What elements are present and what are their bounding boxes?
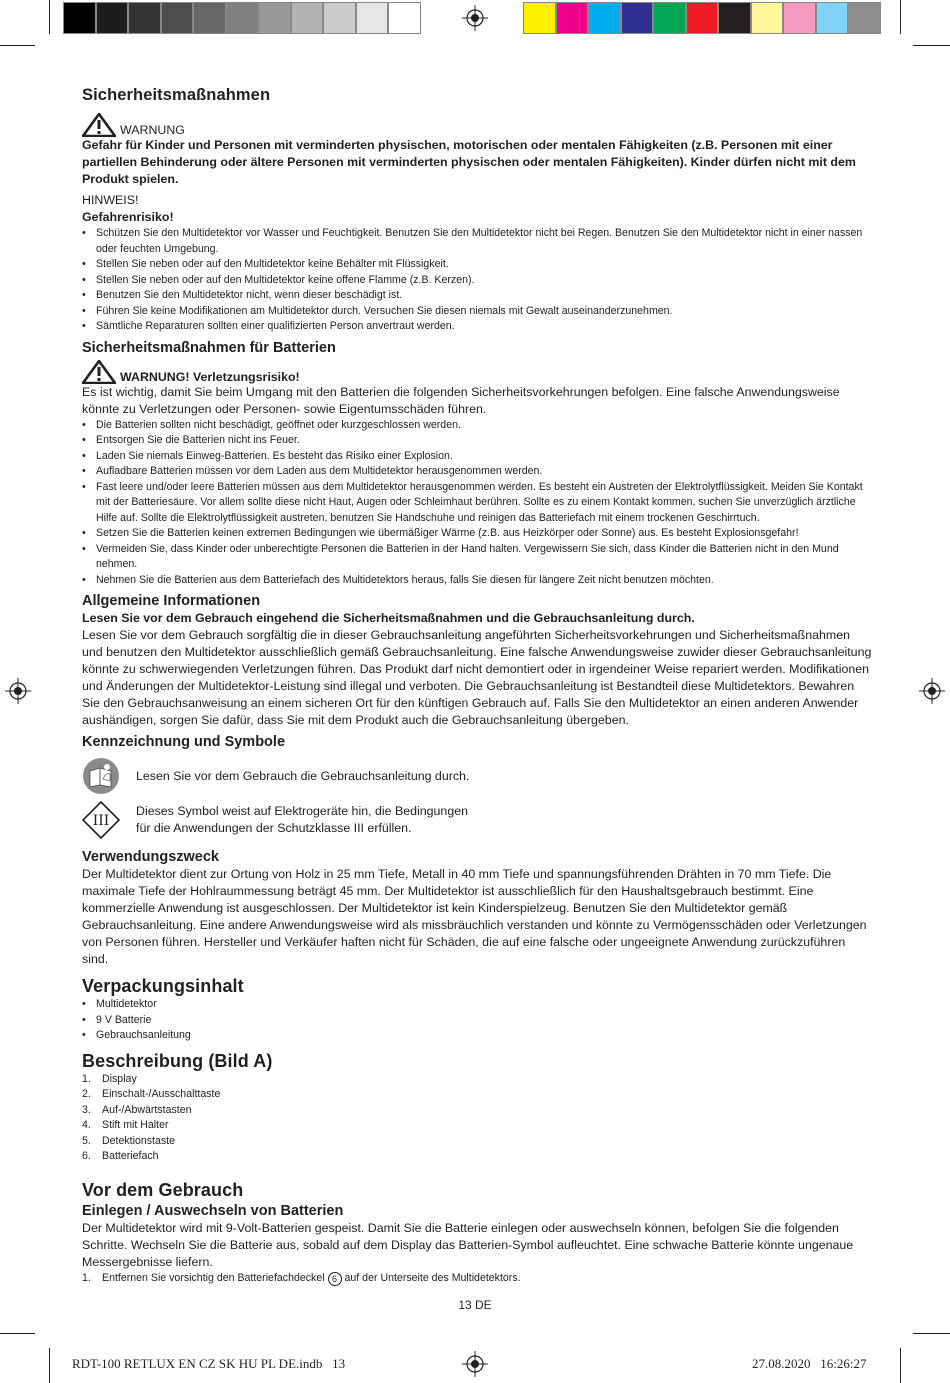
process-swatch	[556, 2, 589, 34]
list-number: 1.	[82, 1072, 91, 1085]
protection-class-iii-icon	[82, 801, 120, 839]
crop-mark	[900, 0, 901, 34]
list-number: 1.	[82, 1271, 91, 1284]
list-item	[82, 1103, 872, 1119]
list-number: 3.	[82, 1103, 91, 1116]
gray-swatch	[258, 2, 291, 34]
section-title-symbols: Kennzeichnung und Symbole	[82, 734, 286, 750]
process-swatch	[751, 2, 784, 34]
purpose-text: Der Multidetektor dient zur Ortung von Holz in 25 mm Tiefe, Metall in 40 mm Tiefe und spannungsführenden Drähten in 70 mm Tiefe. Die maximale Tiefe der Hohlraummessung beträgt 45 mm. Der Multidetektor ist ausschließlich für den Haushaltsgebrauch bestimmt. Eine kommerzielle Anwendung ist ausgeschlossen. Der Multidetektor ist kein Kinderspielzeug. Benutzen Sie den Multidetektor gemäß Gebrauchsanleitung. Eine andere Anwendungsweise wird als missbräuchlich verstanden und könnte zu Vermögensschäden oder Verletzungen von Personen führen. Hersteller und Verkäufer haften nicht für Schäden, die auf eine falsche oder ungeeignete Anwendung zurückzuführen sind.	[82, 867, 867, 966]
list-item	[82, 1087, 872, 1103]
battery-list	[82, 418, 872, 589]
process-swatch	[686, 2, 719, 34]
process-swatch	[718, 2, 751, 34]
list-item: • Gebrauchsanleitung	[82, 1028, 872, 1044]
before-use-text: Der Multidetektor wird mit 9-Volt-Batterien gespeist. Damit Sie die Batterie einlegen oder auswechseln können, befolgen Sie die folgenden Schritte. Wechseln Sie die Batterie aus, sobald auf dem Display das Batterien-Symbol aufleuchtet. Eine schwache Batterie könnte ungenaue Messergebnisse liefern.	[82, 1220, 854, 1269]
crop-mark	[0, 45, 35, 46]
list-item	[82, 1271, 872, 1287]
registration-mark-icon	[462, 1351, 488, 1377]
gray-swatch	[128, 2, 161, 34]
list-item: • Aufladbare Batterien müssen vor dem Laden aus dem Multidetektor herausgenommen werden.	[82, 464, 872, 480]
list-item: • Entsorgen Sie die Batterien nicht ins Feuer.	[82, 433, 872, 449]
symbol-row-class3	[82, 801, 872, 839]
process-swatch	[621, 2, 654, 34]
battery-intro: Es ist wichtig, damit Sie beim Umgang mit den Batterien die folgenden Sicherheitsvorkehrungen befolgen. Eine falsche Anwendungsweise könnte zu Verletzungen oder Personen- sowie Eigentumsschäden führen.	[82, 384, 840, 416]
crop-mark	[913, 1333, 950, 1334]
process-swatch	[588, 2, 621, 34]
list-label: Detektionstaste	[102, 1134, 176, 1147]
warning-row	[82, 111, 872, 137]
crop-mark	[49, 0, 50, 34]
list-number: 6.	[82, 1150, 91, 1162]
list-item	[82, 1149, 872, 1165]
process-swatch	[653, 2, 686, 34]
protection-class-iii-label: III	[92, 813, 110, 829]
registration-mark-icon	[462, 5, 488, 31]
steps-list	[82, 1271, 872, 1287]
symbol-class3-line: für die Anwendungen der Schutzklasse III erfüllen.	[136, 821, 412, 835]
warning-triangle-icon	[82, 360, 116, 384]
warning-label: WARNUNG	[120, 123, 185, 137]
list-item: • Laden Sie niemals Einweg-Batterien. Es besteht das Risiko einer Explosion.	[82, 449, 872, 465]
list-item: • Die Batterien sollten nicht beschädigt, geöffnet oder kurzgeschlossen werden.	[82, 418, 872, 434]
list-label: Einschalt-/Ausschalttaste	[102, 1088, 221, 1100]
list-number: 2.	[82, 1088, 91, 1100]
process-swatch	[783, 2, 816, 34]
circled-ref-icon	[328, 1272, 342, 1286]
section-title-purpose: Verwendungszweck	[82, 849, 219, 865]
list-number: 4.	[82, 1119, 91, 1131]
gray-swatch	[388, 2, 421, 34]
list-item: • Sämtliche Reparaturen sollten einer qualifizierten Person anvertraut werden.	[82, 319, 872, 335]
list-item: • Schützen Sie den Multidetektor vor Wasser und Feuchtigkeit. Benutzen Sie den Multidetektor nicht bei Regen. Benutzen Sie den Multidetektor nicht in einer nassen oder feuchten Umgebung.	[82, 226, 872, 257]
gray-swatch	[63, 2, 96, 34]
crop-mark	[0, 1333, 35, 1334]
list-item: • Benutzen Sie den Multidetektor nicht, wenn dieser beschädigt ist.	[82, 288, 872, 304]
section-title-battery-safety: Sicherheitsmaßnahmen für Batterien	[82, 339, 336, 356]
list-item	[82, 1118, 872, 1134]
step-text: auf der Unterseite des Multidetektors.	[344, 1271, 521, 1284]
registration-mark-icon	[919, 678, 945, 704]
page-content	[82, 85, 872, 1286]
section-title-general: Allgemeine Informationen	[82, 593, 261, 609]
symbol-manual-text: Lesen Sie vor dem Gebrauch die Gebrauchsanleitung durch.	[136, 768, 470, 783]
subsection-title-batteries: Einlegen / Auswechseln von Batterien	[82, 1202, 344, 1219]
crop-mark	[900, 1348, 901, 1383]
section-title-package: Verpackungsinhalt	[82, 976, 244, 996]
list-label: Batteriefach	[102, 1150, 159, 1162]
general-lead: Lesen Sie vor dem Gebrauch eingehend die Sicherheitsmaßnahmen und die Gebrauchsanleitung durch.	[82, 611, 695, 625]
safety-list	[82, 226, 872, 335]
list-item: • Fast leere und/oder leere Batterien müssen aus dem Multidetektor herausgenommen werden. Es besteht ein Austreten der Elektrolytflüssigkeit. Meiden Sie Kontakt mit der Batteriesäure. Vor allem sollte diese nicht Haut, Augen oder Schleimhaut berühren. Sollte es zu einem Kontakt kommen, suchen Sie unverzüglich ärztliche Hilfe auf. Sollte die Elektrolytflüssigkeit austreten, benutzen Sie Handschuhe und reinigen das Batteriefach mit einem trockenen Geschirrtuch.	[82, 480, 872, 527]
slug-file: RDT-100 RETLUX EN CZ SK HU PL DE.indb 13	[72, 1356, 346, 1371]
package-list	[82, 997, 872, 1044]
gray-swatch	[193, 2, 226, 34]
list-item: • Stellen Sie neben oder auf den Multidetektor keine offene Flamme (z.B. Kerzen).	[82, 273, 872, 289]
notice-label: HINWEIS!	[82, 193, 139, 207]
slug-date: 27.08.2020 16:26:27	[752, 1356, 867, 1371]
list-item	[82, 1072, 872, 1088]
section-title-before-use: Vor dem Gebrauch	[82, 1179, 244, 1200]
list-label: Stift mit Halter	[102, 1119, 169, 1131]
page-number: 13 DE	[458, 1298, 492, 1312]
section-title-description: Beschreibung (Bild A)	[82, 1050, 273, 1071]
symbol-row-manual	[82, 757, 872, 795]
list-number: 5.	[82, 1134, 91, 1147]
risk-label: Gefahrenrisiko!	[82, 210, 174, 224]
list-item: • Vermeiden Sie, dass Kinder oder unberechtigte Personen die Batterien in der Hand halten. Vergewissern Sie sich, dass Kinder die Batterien nicht in den Mund nehmen.	[82, 542, 872, 573]
crop-mark	[913, 45, 950, 46]
description-list	[82, 1072, 872, 1165]
warning-triangle-icon	[82, 113, 116, 137]
list-item: • Stellen Sie neben oder auf den Multidetektor keine Behälter mit Flüssigkeit.	[82, 257, 872, 273]
warning-label: WARNUNG! Verletzungsrisiko!	[120, 369, 300, 384]
warning-row	[82, 360, 872, 384]
process-swatch	[816, 2, 849, 34]
general-text: Lesen Sie vor dem Gebrauch sorgfältig die in dieser Gebrauchsanleitung angeführten Sicherheitsvorkehrungen und Sicherheitsmaßnahmen und benutzen den Multidetektor ausschließlich gemäß Gebrauchsanleitung. Eine falsche Anwendungsweise zuwider dieser Gebrauchsanleitung könnte zu schwerwiegenden Verletzungen führen. Das Produkt darf nicht demontiert oder in irgendeiner Weise repariert werden. Modifikationen und Änderungen der Multidetektor-Leistung sind illegal und verboten. Die Gebrauchsanleitung ist Bestandteil diese Multidetektors. Bewahren Sie den Gebrauchsanweisung an einem sicheren Ort für den künftigen Gebrauch auf. Falls Sie den Multidetektor an einen anderen Anwender aushändigen, sorgen Sie dafür, dass Sie mit dem Produkt auch die Gebrauchsanleitung übergeben.	[82, 628, 872, 727]
registration-mark-icon	[5, 678, 31, 704]
list-label: Display	[102, 1072, 137, 1085]
read-manual-icon	[82, 757, 120, 795]
list-label: Auf-/Abwärtstasten	[102, 1103, 192, 1116]
gray-swatch	[226, 2, 259, 34]
gray-swatch	[161, 2, 194, 34]
list-item: • Multidetektor	[82, 997, 872, 1013]
gray-swatch	[291, 2, 324, 34]
symbol-class3-text	[136, 803, 468, 837]
list-item: • Nehmen Sie die Batterien aus dem Batteriefach des Multidetektors heraus, falls Sie diesen für längere Zeit nicht benutzen möchten.	[82, 573, 872, 589]
list-item: • 9 V Batterie	[82, 1013, 872, 1029]
crop-mark	[49, 1348, 50, 1383]
list-item: • Setzen Sie die Batterien keinen extremen Bedingungen wie übermäßiger Wärme (z.B. aus Heizkörper oder Sonne) aus. Es besteht Explosionsgefahr!	[82, 526, 872, 542]
list-item: • Führen Sie keine Modifikationen am Multidetektor durch. Versuchen Sie diesen niemals mit Gewalt auseinanderzunehmen.	[82, 304, 872, 320]
process-swatch	[523, 2, 556, 34]
step-text: Entfernen Sie vorsichtig den Batteriefachdeckel	[102, 1271, 325, 1284]
list-item	[82, 1134, 872, 1150]
circled-ref-number: 6	[332, 1273, 338, 1284]
gray-swatch	[323, 2, 356, 34]
warning-text: Gefahr für Kinder und Personen mit verminderten physischen, motorischen oder mentalen Fähigkeiten (z.B. Personen mit einer partiellen Behinderung oder ältere Personen mit verminderten physischen oder mentalen Fähigkeiten). Kinder dürfen nicht mit dem Produkt spielen.	[82, 138, 856, 186]
gray-swatch	[96, 2, 129, 34]
process-swatch	[848, 2, 881, 34]
gray-swatch	[356, 2, 389, 34]
section-title-safety: Sicherheitsmaßnahmen	[82, 86, 271, 104]
symbol-class3-line: Dieses Symbol weist auf Elektrogeräte hin, die Bedingungen	[136, 804, 468, 818]
